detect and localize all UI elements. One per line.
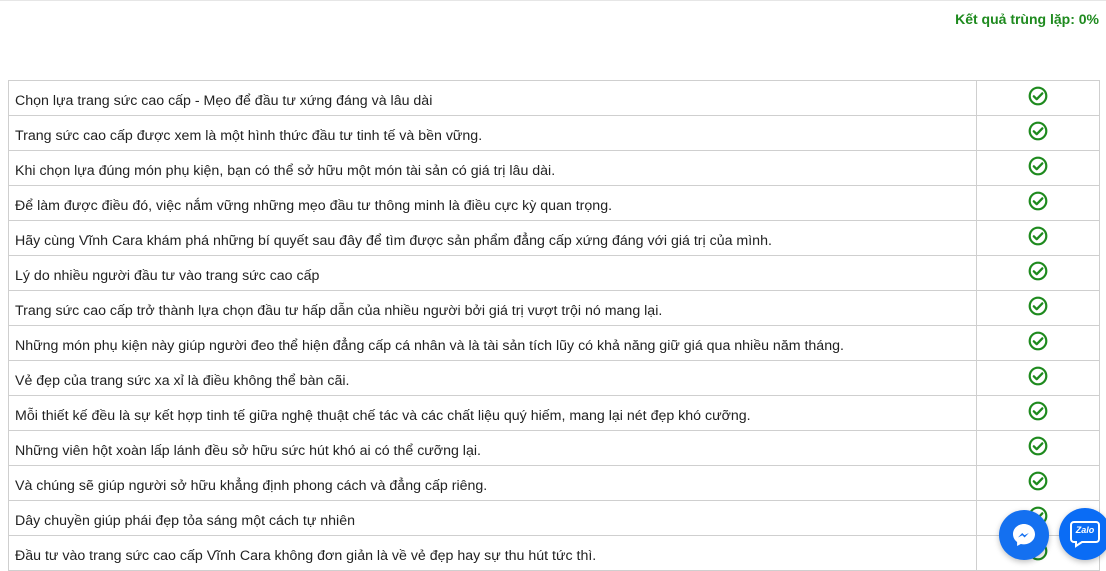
- check-circle-icon: [1028, 164, 1048, 180]
- table-row: [9, 256, 1100, 291]
- duplicate-result-label: Kết quả trùng lặp: 0%: [955, 11, 1099, 27]
- zalo-button[interactable]: [1059, 508, 1106, 560]
- table-row: [9, 291, 1100, 326]
- sentence-text: Chọn lựa trang sức cao cấp - Mẹo để đầu tư xứng đáng và lâu dài: [9, 81, 977, 116]
- table-row: [9, 151, 1100, 186]
- check-circle-icon: [1028, 304, 1048, 320]
- status-cell: [977, 326, 1100, 361]
- table-row: [9, 396, 1100, 431]
- status-cell: [977, 431, 1100, 466]
- sentence-check-table: [8, 80, 1099, 571]
- status-cell: [977, 151, 1100, 186]
- check-circle-icon: [1028, 129, 1048, 145]
- check-circle-icon: [1028, 374, 1048, 390]
- check-circle-icon: [1028, 409, 1048, 425]
- status-cell: [977, 396, 1100, 431]
- table-row: [9, 501, 1100, 536]
- sentence-text: Những món phụ kiện này giúp người đeo thể hiện đẳng cấp cá nhân và là tài sản tích lũy có khả năng giữ giá qua nhiều năm tháng.: [9, 326, 977, 361]
- check-circle-icon: [1028, 269, 1048, 285]
- check-circle-icon: [1028, 339, 1048, 355]
- check-circle-icon: [1028, 94, 1048, 110]
- status-cell: [977, 256, 1100, 291]
- status-cell: [977, 186, 1100, 221]
- sentence-text: Mỗi thiết kế đều là sự kết hợp tinh tế giữa nghệ thuật chế tác và các chất liệu quý hiếm, mang lại nét đẹp khó cưỡng.: [9, 396, 977, 431]
- status-cell: [977, 116, 1100, 151]
- sentence-text: Trang sức cao cấp trở thành lựa chọn đầu tư hấp dẫn của nhiều người bởi giá trị vượt trội nó mang lại.: [9, 291, 977, 326]
- table-row: [9, 221, 1100, 256]
- messenger-button[interactable]: [999, 510, 1049, 560]
- sentence-text: Để làm được điều đó, việc nắm vững những mẹo đầu tư thông minh là điều cực kỳ quan trọng.: [9, 186, 977, 221]
- table-row: [9, 116, 1100, 151]
- status-cell: [977, 221, 1100, 256]
- sentence-text: Dây chuyền giúp phái đẹp tỏa sáng một cách tự nhiên: [9, 501, 977, 536]
- check-circle-icon: [1028, 234, 1048, 250]
- sentence-text: Lý do nhiều người đầu tư vào trang sức cao cấp: [9, 256, 977, 291]
- messenger-icon: [1009, 520, 1039, 550]
- sentence-text: Vẻ đẹp của trang sức xa xỉ là điều không thể bàn cãi.: [9, 361, 977, 396]
- sentence-text: Trang sức cao cấp được xem là một hình thức đầu tư tinh tế và bền vững.: [9, 116, 977, 151]
- sentence-text: Đầu tư vào trang sức cao cấp Vĩnh Cara không đơn giản là về vẻ đẹp hay sự thu hút tức thì.: [9, 536, 977, 571]
- table-row: [9, 81, 1100, 116]
- sentence-text: Hãy cùng Vĩnh Cara khám phá những bí quyết sau đây để tìm được sản phẩm đẳng cấp xứng đáng với giá trị của mình.: [9, 221, 977, 256]
- zalo-label: Zalo: [1075, 525, 1095, 535]
- status-cell: [977, 291, 1100, 326]
- sentence-text: Và chúng sẽ giúp người sở hữu khẳng định phong cách và đẳng cấp riêng.: [9, 466, 977, 501]
- table-row: [9, 361, 1100, 396]
- table-row: [9, 536, 1100, 571]
- status-cell: [977, 466, 1100, 501]
- table-row: [9, 326, 1100, 361]
- check-circle-icon: [1028, 199, 1048, 215]
- check-circle-icon: [1028, 444, 1048, 460]
- top-divider: [0, 0, 1106, 1]
- check-circle-icon: [1028, 479, 1048, 495]
- sentence-text: Những viên hột xoàn lấp lánh đều sở hữu sức hút khó ai có thể cưỡng lại.: [9, 431, 977, 466]
- table-row: [9, 431, 1100, 466]
- status-cell: [977, 81, 1100, 116]
- status-cell: [977, 361, 1100, 396]
- table-row: [9, 466, 1100, 501]
- sentence-text: Khi chọn lựa đúng món phụ kiện, bạn có thể sở hữu một món tài sản có giá trị lâu dài.: [9, 151, 977, 186]
- table-body: [9, 81, 1100, 571]
- table-row: [9, 186, 1100, 221]
